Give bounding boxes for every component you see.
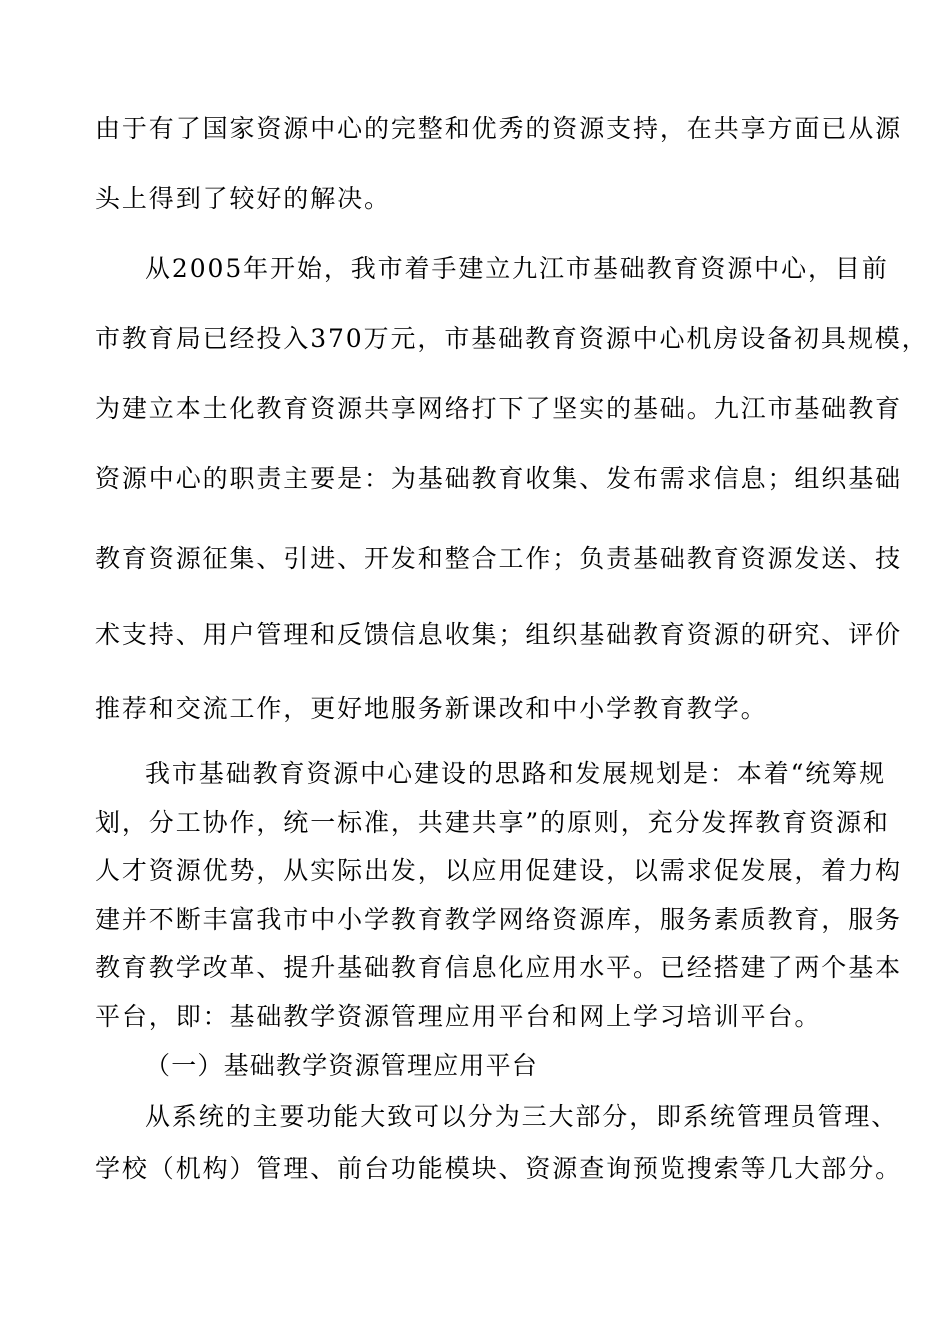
section-heading: （一）基础教学资源管理应用平台	[145, 1051, 539, 1080]
paragraph-line: 建并不断丰富我市中小学教育教学网络资源库，服务素质教育，服务	[95, 905, 903, 934]
paragraph-line: 由于有了国家资源中心的完整和优秀的资源支持，在共享方面已从源	[95, 114, 903, 143]
paragraph-line: 我市基础教育资源中心建设的思路和发展规划是：本着“统筹规	[145, 759, 886, 788]
paragraph-line: 划，分工协作，统一标准，共建共享”的原则，充分发挥教育资源和	[95, 808, 890, 837]
paragraph-line: 资源中心的职责主要是：为基础教育收集、发布需求信息；组织基础	[95, 464, 903, 493]
paragraph-line: 市教育局已经投入370万元，市基础教育资源中心机房设备初具规模，	[95, 324, 929, 353]
paragraph-line: 从2005年开始，我市着手建立九江市基础教育资源中心，目前	[145, 254, 889, 283]
paragraph-line: 人才资源优势，从实际出发，以应用促建设，以需求促发展，着力构	[95, 856, 903, 885]
paragraph-line: 学校（机构）管理、前台功能模块、资源查询预览搜索等几大部分。	[95, 1154, 903, 1183]
paragraph-line: 为建立本土化教育资源共享网络打下了坚实的基础。九江市基础教育	[95, 394, 903, 423]
paragraph-line: 平台，即：基础教学资源管理应用平台和网上学习培训平台。	[95, 1002, 822, 1031]
paragraph-line: 从系统的主要功能大致可以分为三大部分，即系统管理员管理、	[145, 1102, 899, 1131]
paragraph-line: 教育教学改革、提升基础教育信息化应用水平。已经搭建了两个基本	[95, 953, 903, 982]
paragraph-line: 头上得到了较好的解决。	[95, 184, 391, 213]
paragraph-line: 术支持、用户管理和反馈信息收集；组织基础教育资源的研究、评价	[95, 620, 903, 649]
paragraph-line: 推荐和交流工作，更好地服务新课改和中小学教育教学。	[95, 694, 768, 723]
paragraph-line: 教育资源征集、引进、开发和整合工作；负责基础教育资源发送、技	[95, 544, 903, 573]
